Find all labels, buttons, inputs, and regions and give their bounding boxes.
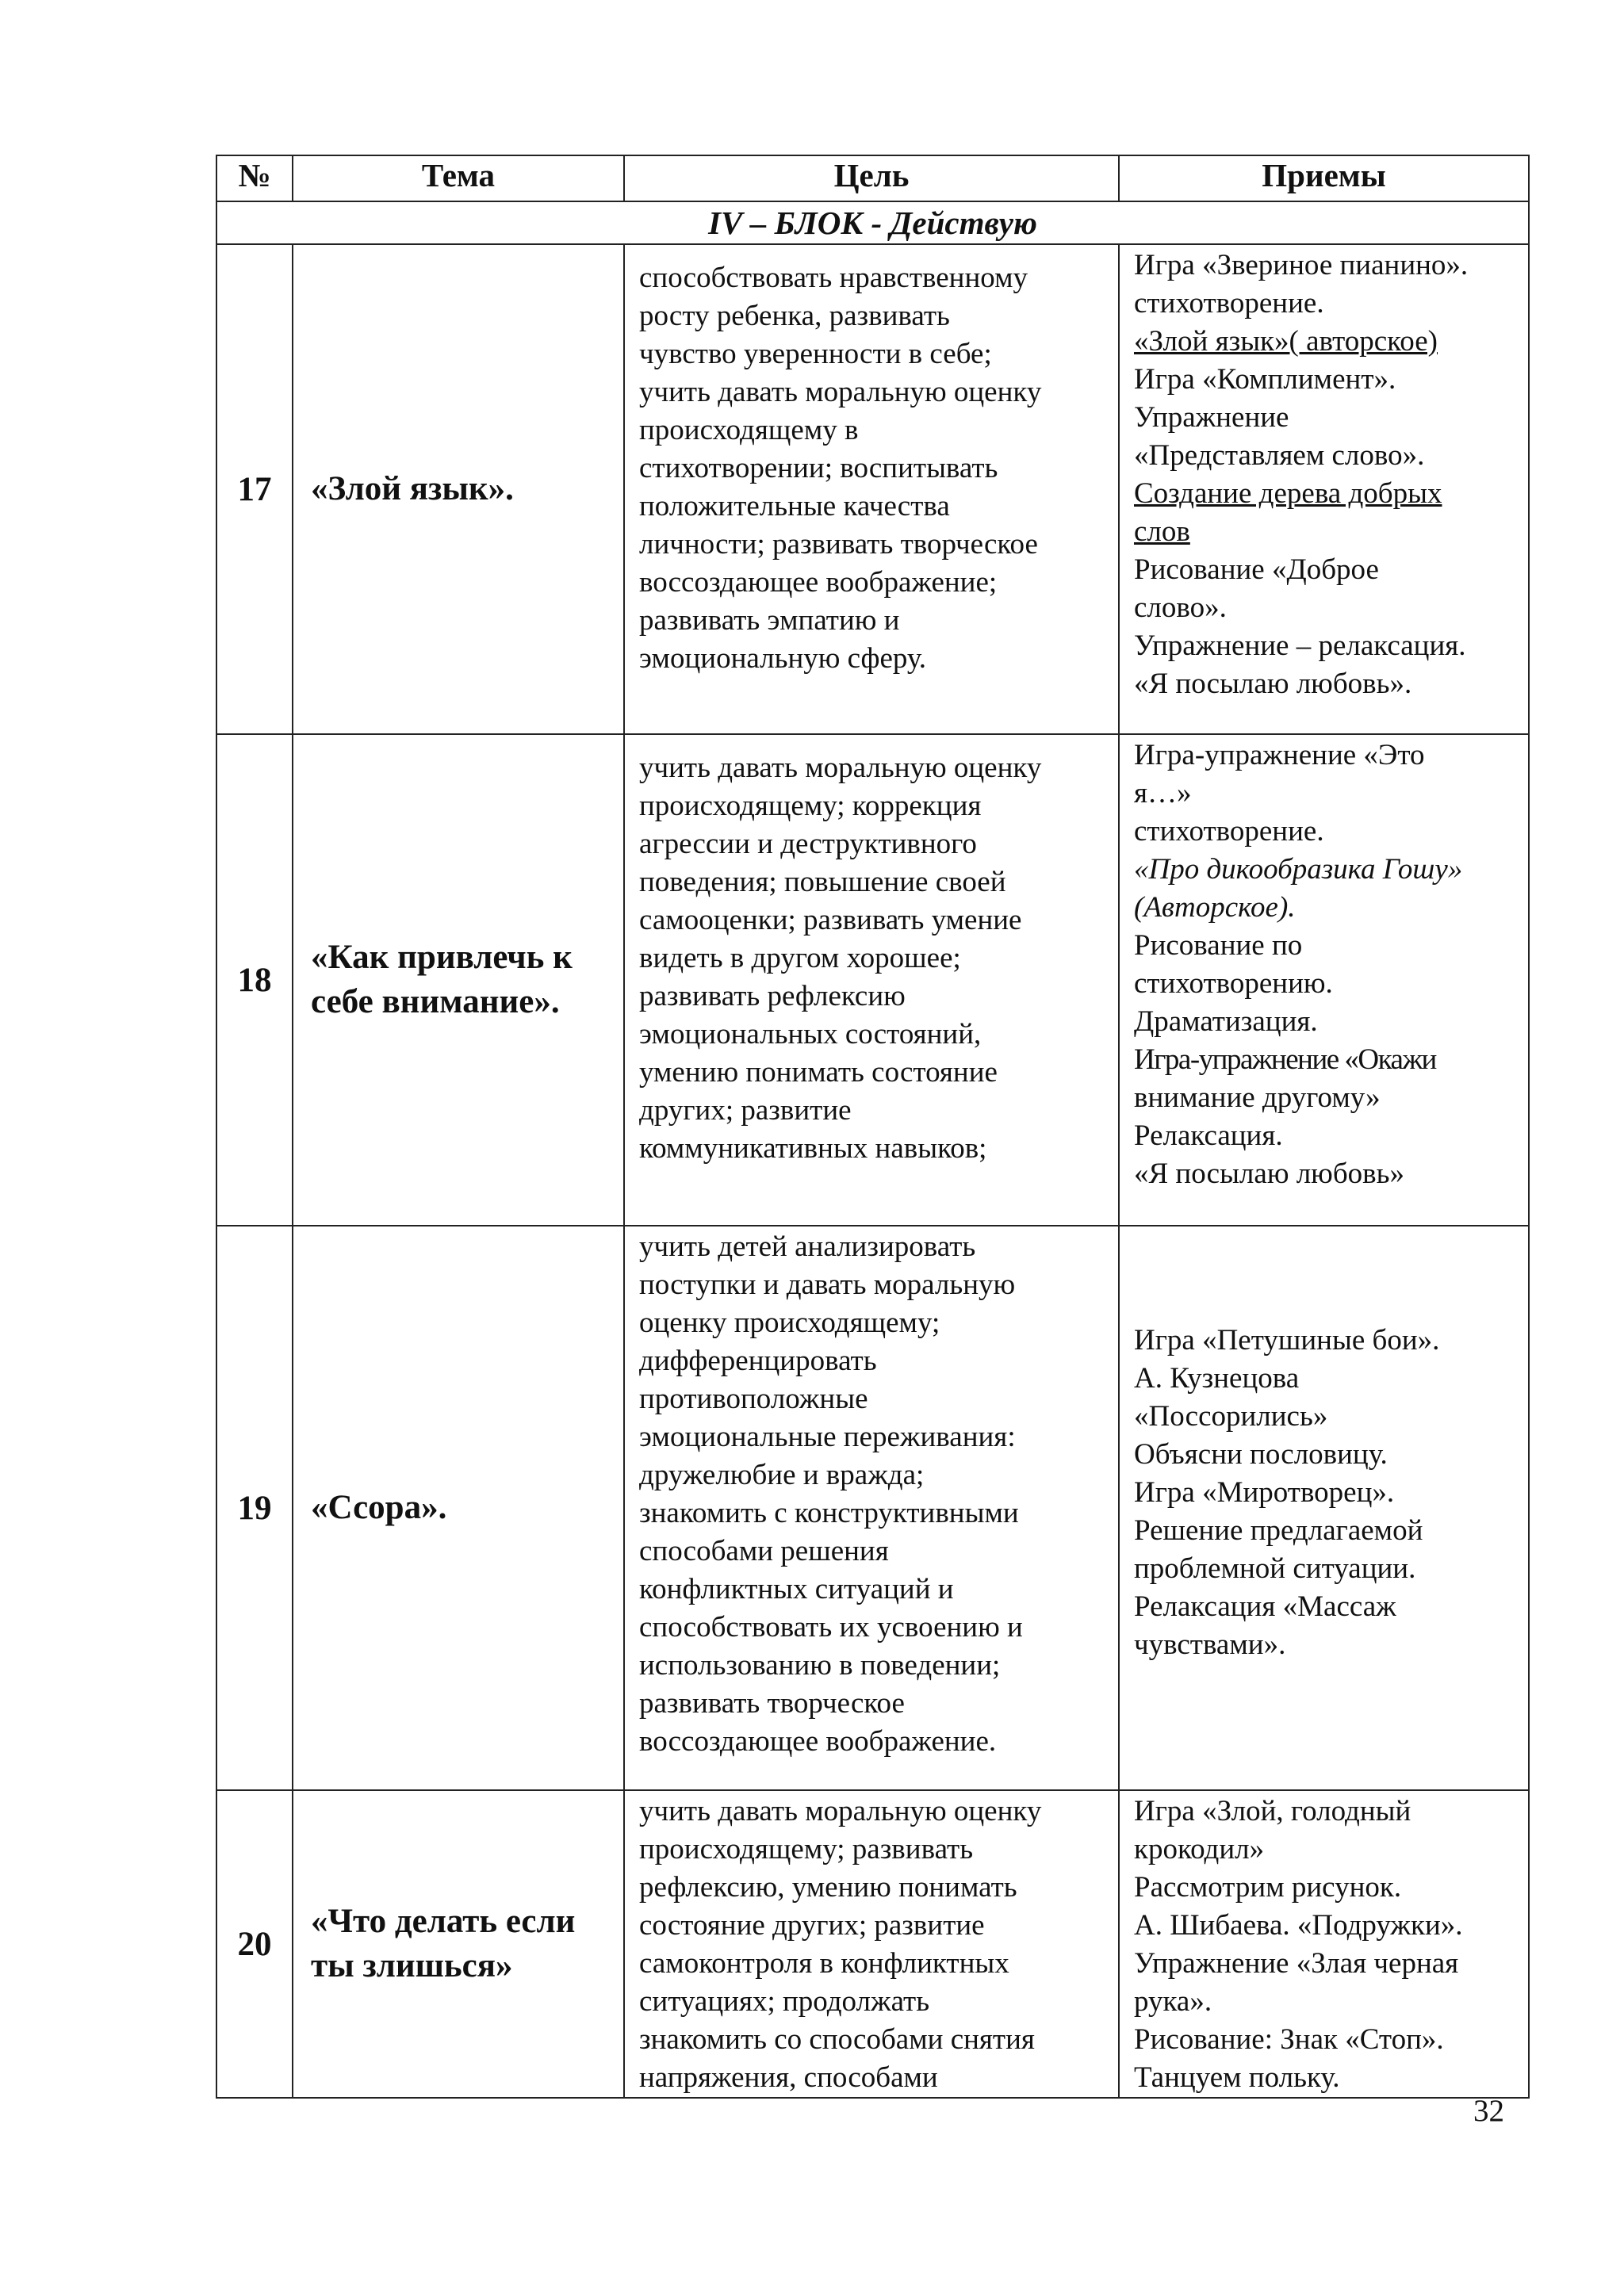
goal-line: противоположные [639,1383,868,1415]
topic-line: «Что делать если [311,1903,576,1940]
topic-line: «Как привлечь к [311,939,573,976]
technique-line: внимание другому» [1134,1081,1381,1114]
goal-line: эмоциональных состояний, [639,1018,982,1050]
goal-line: поведения; повышение своей [639,866,1006,898]
goal-line: дифференцировать [639,1345,877,1377]
technique-line: А. Шибаева. «Подружки». [1134,1909,1463,1942]
goal-line: знакомить с конструктивными [639,1497,1019,1529]
goal-line: воссоздающее воображение; [639,566,998,599]
topic-line: «Злой язык». [311,470,514,507]
goal-line: происходящему в [639,414,859,446]
technique-line: Игра-упражнение «Это [1134,739,1425,771]
row-techniques [1119,1790,1529,2098]
goal-line: способами решения [639,1535,889,1567]
technique-line: Релаксация. [1134,1119,1283,1152]
technique-line: «Я посылаю любовь». [1134,668,1412,700]
technique-line: «Представляем слово». [1134,439,1425,472]
technique-line: Игра «Петушиные бои». [1134,1324,1440,1357]
goal-line: использованию в поведении; [639,1649,1001,1682]
row-number: 20 [216,1790,293,2098]
table-row [216,244,1529,734]
goal-line: учить давать моральную оценку [639,376,1042,408]
goal-line: конфликтных ситуаций и [639,1573,954,1605]
goal-line: видеть в другом хорошее; [639,942,961,974]
technique-line: Рассмотрим рисунок. [1134,1871,1402,1904]
goal-line: оценку происходящему; [639,1307,940,1339]
goal-line: самооценки; развивать умение [639,904,1022,936]
header-techniques: Приемы [1119,155,1529,201]
technique-line: Решение предлагаемой [1134,1514,1423,1547]
technique-line: крокодил» [1134,1833,1265,1866]
technique-line: проблемной ситуации. [1134,1552,1416,1585]
header-goal: Цель [624,155,1119,201]
page-number: 32 [1473,2094,1504,2128]
technique-line: Упражнение «Злая черная [1134,1947,1459,1980]
goal-line: умению понимать состояние [639,1056,998,1089]
technique-line: Упражнение – релаксация. [1134,629,1466,662]
technique-line: стихотворению. [1134,967,1333,1000]
block-title-row [216,201,1529,244]
technique-line-underlined: слов [1134,515,1190,548]
goal-line: личности; развивать творческое [639,528,1038,561]
technique-line: Рисование по [1134,929,1303,962]
table-row [216,734,1529,1226]
goal-line: коммуникативных навыков; [639,1132,987,1165]
goal-line: положительные качества [639,490,950,522]
technique-line: я…» [1134,777,1192,809]
goal-line: агрессии и деструктивного [639,828,977,860]
table-row [216,1790,1529,2098]
goal-line: поступки и давать моральную [639,1269,1016,1301]
goal-line: дружелюбие и вражда; [639,1459,925,1491]
technique-line: Игра «Звериное пианино». [1134,249,1469,281]
technique-line: «Поссорились» [1134,1400,1328,1433]
technique-line: Объясни пословицу. [1134,1438,1388,1471]
goal-line: других; развитие [639,1094,852,1127]
goal-line: напряжения, способами [639,2061,938,2094]
row-number: 18 [216,734,293,1226]
goal-line: состояние других; развитие [639,1909,985,1942]
technique-line: слово». [1134,591,1227,624]
table-row [216,1226,1529,1790]
technique-line: Рисование: Знак «Стоп». [1134,2023,1444,2056]
technique-line-italic: (Авторское). [1134,891,1296,924]
goal-line: развивать рефлексию [639,980,906,1012]
row-goal [624,1790,1119,2098]
topic-line: себе внимание». [311,983,560,1020]
row-goal [624,244,1119,734]
row-topic [293,1226,624,1790]
goal-line: происходящему; коррекция [639,790,982,822]
goal-line: стихотворении; воспитывать [639,452,998,484]
goal-line: способствовать нравственному [639,262,1028,294]
technique-line: Упражнение [1134,401,1289,434]
technique-line: Рисование «Доброе [1134,553,1379,586]
technique-line: Игра-упражнение «Окажи [1134,1043,1436,1076]
row-goal [624,1226,1119,1790]
table-header-row [216,155,1529,201]
technique-line: Танцуем польку. [1134,2061,1340,2094]
technique-line: чувствами». [1134,1628,1286,1661]
goal-line: развивать эмпатию и [639,604,900,637]
technique-line-underlined: Создание дерева добрых [1134,477,1442,510]
goal-line: воссоздающее воображение. [639,1725,997,1758]
row-topic [293,734,624,1226]
lesson-plan-table [216,155,1530,2099]
row-goal [624,734,1119,1226]
goal-line: чувство уверенности в себе; [639,338,992,370]
goal-line: учить давать моральную оценку [639,1795,1042,1827]
row-techniques [1119,734,1529,1226]
goal-line: росту ребенка, развивать [639,300,950,332]
row-techniques [1119,244,1529,734]
row-topic [293,1790,624,2098]
technique-line: Игра «Комплимент». [1134,363,1396,396]
goal-line: происходящему; развивать [639,1833,974,1866]
technique-line: стихотворение. [1134,815,1324,848]
row-number: 19 [216,1226,293,1790]
technique-line: А. Кузнецова [1134,1362,1300,1395]
technique-line: стихотворение. [1134,287,1324,320]
goal-line: способствовать их усвоению и [639,1611,1023,1644]
goal-line: развивать творческое [639,1687,905,1720]
technique-line-italic: «Про дикообразика Гошу» [1134,853,1463,886]
goal-line: эмоциональную сферу. [639,642,926,675]
goal-line: ситуациях; продолжать [639,1985,930,2018]
technique-line: Игра «Миротворец». [1134,1476,1395,1509]
header-num: № [216,155,293,201]
row-techniques [1119,1226,1529,1790]
goal-line: учить детей анализировать [639,1230,976,1263]
topic-line: «Ссора». [311,1489,447,1526]
goal-line: знакомить со способами снятия [639,2023,1035,2056]
header-topic: Тема [293,155,624,201]
technique-line: Игра «Злой, голодный [1134,1795,1411,1827]
technique-line: Драматизация. [1134,1005,1318,1038]
goal-line: самоконтроля в конфликтных [639,1947,1009,1980]
technique-line: рука». [1134,1985,1212,2018]
technique-line: «Я посылаю любовь» [1134,1158,1404,1190]
goal-line: рефлексию, умению понимать [639,1871,1017,1904]
topic-line: ты злишься» [311,1947,513,1984]
technique-line: Релаксация «Массаж [1134,1590,1396,1623]
row-number: 17 [216,244,293,734]
goal-line: учить давать моральную оценку [639,752,1042,784]
technique-line-underlined: «Злой язык»( авторское) [1134,325,1438,358]
goal-line: эмоциональные переживания: [639,1421,1016,1453]
block-title: IV – БЛОК - Действую [216,201,1529,244]
row-topic [293,244,624,734]
